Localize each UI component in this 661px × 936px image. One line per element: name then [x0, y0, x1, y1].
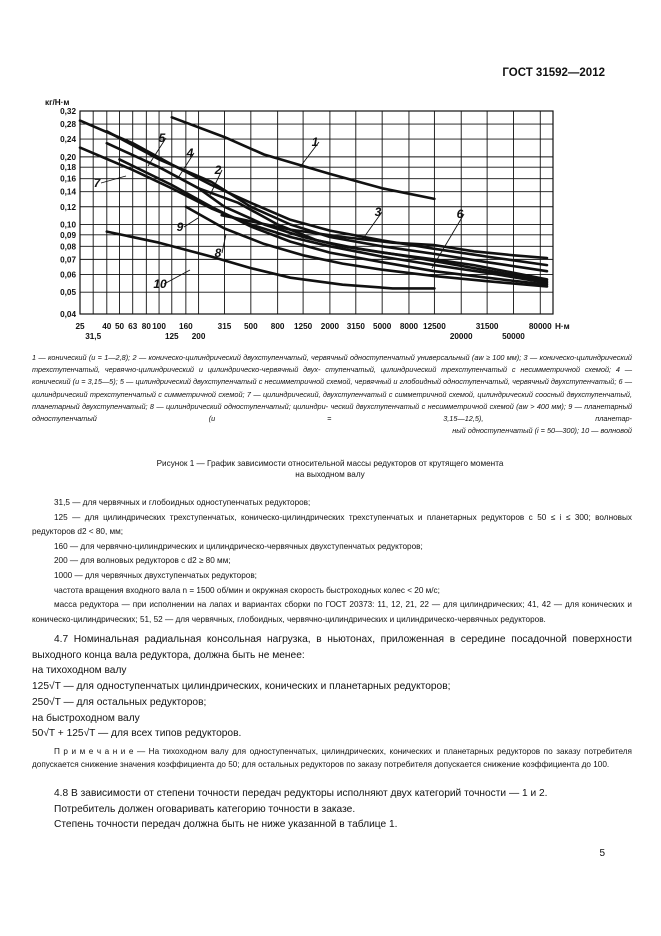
note-200: 200 — для волновых редукторов с d2 ≥ 80 мм; [54, 556, 231, 566]
section-4-8-p2: Потребитель должен оговаривать категорию точности в заказе. [54, 803, 356, 815]
legend-line: 6 — цилиндрический трехступенчатый с симметричной схемой; 7 — цилиндрический, двухступенчатый с симметричной схемой, [32, 377, 633, 399]
torque-notes [32, 496, 632, 627]
caption-line: на выходном валу [295, 470, 365, 479]
curve-label-1: 1 [311, 135, 319, 149]
figure-caption [60, 458, 600, 480]
x-tick-label: 5000 [373, 322, 392, 331]
x-tick-label: 50000 [502, 332, 525, 341]
x-tick-label: 8000 [399, 322, 419, 331]
x-tick-label: 315 [217, 322, 232, 331]
note-160: 160 — для червячно-цилиндрических и цилиндрическо-червячных двухступенчатых редукторов; [54, 541, 423, 551]
x-tick-label: 160 [179, 322, 193, 331]
curve-leader-7 [101, 176, 126, 183]
page-number: 5 [599, 848, 605, 859]
section-4-7-intro: 4.7 Номинальная радиальная консольная нагрузка, в ньютонах, приложенная в середине посадочной поверхности выходного конца вала редуктора, должна быть не менее: [32, 634, 632, 661]
note-31-5: 31,5 — для червячных и глобоидных одноступенчатых редукторов; [54, 498, 311, 507]
curve-leader-6 [432, 214, 464, 268]
note-1000: 1000 — для червячных двухступенчатых редукторов; [54, 570, 257, 580]
x-tick-label: 50 [114, 322, 125, 331]
curve-label-10: 10 [153, 277, 167, 291]
legend-line: ный одноступенчатый (i = 50—300); 10 — волновой [452, 426, 632, 436]
x-tick-label: 80 [141, 322, 151, 331]
legend-line: цилиндрический соосный двухступенчатый, планетарный двухступенчатый; 8 — цилиндрический одноступенчатый; цилиндри- [32, 389, 632, 411]
y-tick-label: 0,05 [60, 288, 76, 298]
x-tick-label: 2000 [320, 322, 340, 331]
x-tick-label: 31,5 [85, 332, 102, 341]
x-tick-label: 80000 [528, 322, 552, 331]
curve-label-9: 9 [176, 220, 184, 234]
y-tick-label: 0,16 [60, 174, 76, 184]
y-tick-label: 0,20 [60, 152, 76, 162]
section-4-7 [32, 632, 632, 742]
y-tick-label: 0,08 [60, 242, 76, 252]
curve-label-6: 6 [456, 207, 464, 221]
y-tick-label: 0,10 [60, 220, 76, 230]
legend-line: ческий двухступенчатый с несимметричной схемой (aw > 400 мм); 9 — планетарный одноступенчатый (u = 3,15—12,5), планетар- [32, 401, 633, 424]
x-tick-label: 3150 [346, 322, 365, 331]
note-text: П р и м е ч а н и е — На тихоходном валу для одноступенчатых, цилиндрических, конических и планетарных редукторов по заказу потребителя допускается снижение значения коэффициента до 50; для остальных редукторов по заказу потребителя допускается снижение коэффициента до 100. [32, 747, 632, 769]
note-125: 125 — для цилиндрических трехступенчатых, коническо-цилиндрических трехступенчатых и планетарных редукторов с 50 ≤ i ≤ 300; волновых редукторов d2 < 80, мм; [32, 512, 632, 537]
x-tick-label: 200 [191, 332, 206, 341]
curve-label-5: 5 [158, 131, 166, 145]
y-tick-label: 0,04 [60, 310, 76, 319]
caption-line: Рисунок 1 — График зависимости относительной массы редукторов от крутящего момента [156, 459, 504, 468]
curve-4 [107, 131, 547, 271]
low-speed-shaft: на тихоходном валу [32, 665, 127, 677]
y-tick-label: 0,18 [60, 163, 76, 173]
y-tick-label: 0,12 [60, 202, 76, 212]
note-block [32, 746, 632, 771]
x-tick-label: 1250 [293, 322, 313, 331]
y-tick-label: 0,32 [60, 107, 76, 116]
curve-leader-8 [222, 234, 226, 253]
legend-line: 1 — конический (u = 1—2,8); 2 — коническо-цилиндрический двухступенчатый, червячный одноступенчатый универсальный [32, 353, 470, 362]
curve-label-2: 2 [214, 163, 222, 177]
curve-label-3: 3 [374, 205, 382, 219]
x-tick-label: 100 [152, 322, 166, 331]
x-tick-label: 40 [102, 322, 112, 331]
y-axis-label: кг/Н·м [45, 98, 70, 107]
curve-label-7: 7 [93, 176, 101, 190]
mass-torque-chart [0, 0, 661, 350]
legend-line: ступенчатый, цилиндрический трехступенчатый с несимметричной схемой; 4 — конический (u = 3,15—5); 5 — цилиндрический [32, 365, 632, 387]
formula-3: 50√T + 125√T — для всех типов редукторов. [32, 728, 242, 740]
legend-line: двухступенчатый с несимметричной схемой, червячный и глобоидный одноступенчатый, червячный двухступенчатый; [193, 377, 617, 387]
x-tick-label: 125 [164, 332, 179, 341]
section-4-8-p1: 4.8 В зависимости от степени точности передач редукторы исполняют двух категорий точности — 1 и 2. [54, 788, 548, 799]
figure-legend [32, 352, 632, 437]
standard-number: ГОСТ 31592—2012 [502, 67, 605, 79]
curve-label-4: 4 [186, 146, 194, 160]
y-tick-label: 0,07 [60, 255, 76, 265]
curve-label-8: 8 [214, 246, 222, 260]
chart-labels [45, 98, 570, 341]
x-tick-label: 25 [75, 322, 85, 331]
x-tick-label: 800 [270, 322, 285, 331]
formula-1: 125√T — для одноступенчатых цилиндрических, конических и планетарных редукторов; [32, 681, 451, 693]
x-tick-label: 63 [128, 322, 138, 331]
x-tick-label: 500 [244, 322, 258, 331]
note-speed: частота вращения входного вала n = 1500 об/мин и окружная скорость быстроходных колес < 20 м/с; [54, 585, 440, 595]
note-mass: масса редуктора — при исполнении на лапах и вариантах сборки по ГОСТ 20373: 11, 12, 21, 22 — для цилиндрических; 41, 42 — для конических и коническо-цилиндрических; 51, 52 — для червячных, глобоидных, червячно-цилиндрических и цилиндрическо-червячных редукторов. [32, 600, 632, 624]
legend-line: (aw ≥ 100 мм); 3 — коническо-цилиндрический трехступенчатый, червячно-цилиндрический и цилиндрическо-червячный двух- [32, 353, 632, 375]
formula-2: 250√T — для остальных редукторов; [32, 696, 207, 708]
high-speed-shaft: на быстроходном валу [32, 712, 140, 724]
y-tick-label: 0,28 [60, 120, 76, 130]
y-tick-label: 0,14 [60, 187, 76, 197]
x-axis-label: Н·м [555, 322, 570, 331]
section-4-8 [32, 786, 632, 833]
y-tick-label: 0,09 [60, 230, 76, 240]
section-4-8-p3: Степень точности передач должна быть не ниже указанной в таблице 1. [54, 819, 398, 831]
x-tick-label: 12500 [423, 322, 446, 331]
y-tick-label: 0,24 [60, 135, 76, 145]
x-tick-label: 20000 [449, 332, 473, 341]
x-tick-label: 31500 [475, 322, 499, 331]
y-tick-label: 0,06 [60, 270, 76, 280]
